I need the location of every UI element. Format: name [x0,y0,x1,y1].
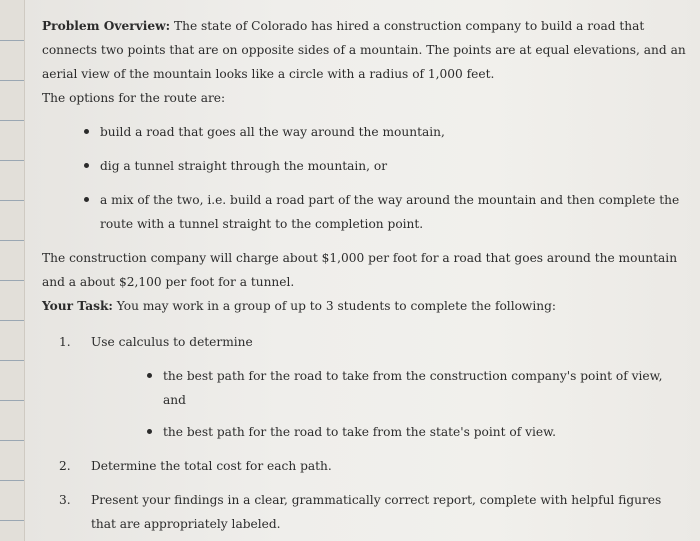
margin-rule [0,520,24,521]
margin-rule [0,120,24,121]
margin-rule [0,240,24,241]
step-text: Present your findings in a clear, grammatically correct report, complete with helpful figures that are appropriately labeled. [91,493,662,531]
options-intro: The options for the route are: [42,91,226,105]
list-item: a mix of the two, i.e. build a road part of the way around the mountain and then complete the route with a tunnel straight to the completion point. [66,188,687,236]
margin-rule [0,80,24,81]
margin-rule [0,360,24,361]
bullet-icon [84,163,89,168]
margin-rule [0,320,24,321]
step-item [59,330,687,444]
step-item [59,488,687,536]
step-text: Determine the total cost for each path. [91,459,332,473]
step-item [59,454,687,478]
bullet-icon [147,429,152,434]
task-label: Your Task: [42,299,113,313]
margin-rule [0,200,24,201]
margin-rule [0,440,24,441]
step-subitems [91,364,687,444]
bullet-icon [84,197,89,202]
steps-list [42,330,687,536]
bullet-icon [84,129,89,134]
margin-rule [0,160,24,161]
problem-text [42,14,687,536]
overview-text: The state of Colorado has hired a construction company to build a road that connects two points that are on opposite sides of a mountain. The points are at equal elevations, and an aerial view of the mountain looks like a circle with a radius of 1,000 feet. [42,19,686,81]
overview-label: Problem Overview: [42,19,171,33]
list-item: the best path for the road to take from the construction company's point of view, and [129,364,687,412]
step-number: 1. [59,335,71,349]
margin-rule [0,480,24,481]
options-list [42,120,687,236]
bullet-icon [147,373,152,378]
task-paragraph [42,294,687,318]
list-item: build a road that goes all the way around the mountain, [66,120,687,144]
list-item: dig a tunnel straight through the mountain, or [66,154,687,178]
overview-paragraph [42,14,687,86]
margin-rule [0,280,24,281]
step-number: 3. [59,493,71,507]
step-text: Use calculus to determine [91,335,253,349]
task-text: You may work in a group of up to 3 students to complete the following: [116,299,557,313]
cost-paragraph: The construction company will charge about $1,000 per foot for a road that goes around the mountain and a about $2,100 per foot for a tunnel. [42,251,678,289]
margin-rule [0,400,24,401]
step-number: 2. [59,459,71,473]
list-item: the best path for the road to take from the state's point of view. [129,420,687,444]
notebook-margin [0,0,25,541]
margin-rule [0,40,24,41]
